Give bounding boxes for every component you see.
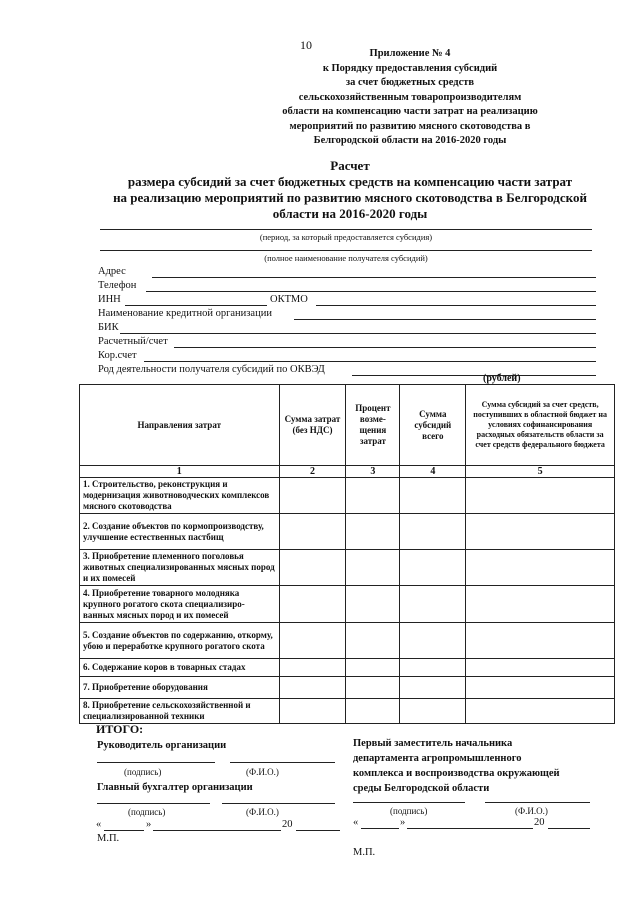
appendix-line: Белгородской области на 2016-2020 годы — [313, 135, 507, 146]
bik-label: БИК — [98, 322, 119, 333]
header-subsidy-total: Сумма субсидий всего — [400, 385, 466, 466]
cell-empty — [400, 586, 466, 623]
okved-line — [352, 375, 596, 376]
cell-empty — [346, 677, 400, 699]
cell-empty — [466, 677, 615, 699]
cell-empty — [400, 514, 466, 550]
accountant-title: Главный бухгалтер организации — [97, 782, 253, 793]
date-quote-open: « — [96, 819, 102, 830]
cell-empty — [400, 699, 466, 724]
date-year: 20 — [282, 819, 293, 830]
cell-empty — [466, 586, 615, 623]
document-title — [90, 158, 610, 222]
recipient-line — [100, 250, 592, 251]
table-row — [80, 677, 615, 699]
row-label: 3. Приобретение племенного поголовья животных специализированных мясных пород и их помесей — [80, 550, 280, 586]
header-percent: Процент возме-щения затрат — [346, 385, 400, 466]
cell-empty — [279, 659, 346, 677]
recipient-caption: (полное наименование получателя субсидий) — [264, 253, 428, 263]
col-number: 4 — [400, 466, 466, 478]
cell-empty — [346, 478, 400, 514]
table-row — [80, 550, 615, 586]
appendix-line: к Порядку предоставления субсидий — [322, 62, 498, 74]
inn-label: ИНН — [98, 294, 121, 305]
address-label: Адрес — [98, 266, 126, 277]
cell-empty — [400, 550, 466, 586]
accountant-fio-line — [222, 803, 335, 804]
cell-empty — [279, 623, 346, 659]
deputy-line: департамента агропромышленного — [353, 753, 522, 764]
cell-empty — [400, 659, 466, 677]
table-row — [80, 478, 615, 514]
accountant-signature-line — [97, 803, 210, 804]
period-line — [100, 229, 592, 230]
deputy-line: Первый заместитель начальника — [353, 738, 513, 749]
date-year: 20 — [534, 817, 545, 828]
date-day-line — [361, 828, 399, 829]
stamp-right: М.П. — [353, 847, 376, 858]
stamp-left: М.П. — [97, 833, 120, 844]
date-month-line — [407, 828, 533, 829]
row-label: 2. Создание объектов по кормопроизводству, улучшение естественных пастбищ — [80, 514, 280, 550]
oktmo-line — [316, 305, 596, 306]
address-line — [152, 277, 596, 278]
deputy-fio-line — [485, 802, 590, 803]
row-label: 5. Создание объектов по содержанию, откорму, убою и переработке крупного рогатого скота — [80, 623, 280, 659]
header-direction: Направления затрат — [80, 385, 280, 466]
header-federal: Сумма субсидий за счет средств, поступивших в областной бюджет на условиях софинансирования расходных обязательств области за счет средств федерального бюджета — [466, 385, 615, 466]
deputy-line: среды Белгородской области — [353, 783, 490, 794]
cell-empty — [346, 586, 400, 623]
inn-line — [125, 305, 267, 306]
accountant-signature-caption: (подпись) — [128, 807, 166, 817]
head-title: Руководитель организации — [97, 740, 227, 751]
total-label: ИТОГО: — [96, 722, 144, 736]
title-line: области на 2016-2020 годы — [272, 206, 428, 221]
oktmo-label: ОКТМО — [270, 294, 308, 305]
cell-empty — [466, 550, 615, 586]
row-label: 4. Приобретение товарного молодняка крупного рогатого скота специализиро-ванных мясных пород и их помесей — [80, 586, 280, 623]
cell-empty — [279, 514, 346, 550]
cell-empty — [346, 623, 400, 659]
deputy-signature-caption: (подпись) — [390, 806, 428, 816]
cor-account-line — [144, 361, 596, 362]
table-row — [80, 699, 615, 724]
row-label: 6. Содержание коров в товарных стадах — [80, 659, 280, 677]
cell-empty — [279, 586, 346, 623]
appendix-header — [250, 47, 570, 149]
table-row — [80, 623, 615, 659]
date-quote-open: « — [353, 817, 359, 828]
date-month-line — [153, 830, 281, 831]
table-row — [80, 514, 615, 550]
table-row — [80, 659, 615, 677]
bank-label: Наименование кредитной организации — [98, 308, 272, 319]
col-number: 1 — [80, 466, 280, 478]
deputy-signature-line — [353, 802, 465, 803]
appendix-line: Приложение № 4 — [369, 48, 451, 59]
cell-empty — [400, 623, 466, 659]
col-number: 2 — [279, 466, 346, 478]
head-fio-line — [230, 762, 335, 763]
bik-line — [120, 333, 596, 334]
table-number-row — [80, 466, 615, 478]
table-header-row — [80, 385, 615, 466]
cell-empty — [466, 659, 615, 677]
okved-label: Род деятельности получателя субсидий по ОКВЭД — [98, 364, 325, 375]
cell-empty — [400, 677, 466, 699]
units-label: (рублей) — [483, 373, 521, 384]
appendix-line: области на компенсацию части затрат на реализацию — [282, 106, 538, 117]
date-day-line — [104, 830, 144, 831]
head-signature-line — [97, 762, 215, 763]
cell-empty — [346, 699, 400, 724]
cell-empty — [346, 550, 400, 586]
cell-empty — [279, 478, 346, 514]
table-row — [80, 586, 615, 623]
period-caption: (период, за который предоставляется субсидия) — [259, 232, 433, 242]
date-quote-close: » — [400, 817, 406, 828]
date-year-line — [548, 828, 590, 829]
cell-empty — [279, 699, 346, 724]
date-quote-close: » — [146, 819, 152, 830]
page-number: 10 — [300, 38, 312, 52]
cell-empty — [346, 514, 400, 550]
appendix-line: за счет бюджетных средств — [345, 77, 475, 88]
phone-label: Телефон — [98, 280, 137, 291]
col-number: 5 — [466, 466, 615, 478]
deputy-title — [353, 736, 560, 796]
appendix-line: мероприятий по развитию мясного скотоводства в — [289, 120, 531, 132]
cell-empty — [279, 677, 346, 699]
title-line: на реализацию мероприятий по развитию мясного скотоводства в Белгородской — [113, 190, 587, 205]
cor-account-label: Кор.счет — [98, 350, 137, 361]
cell-empty — [466, 623, 615, 659]
title-line: размера субсидий за счет бюджетных средств на компенсацию части затрат — [127, 174, 573, 189]
cell-empty — [466, 478, 615, 514]
row-label: 8. Приобретение сельскохозяйственной и специализированной техники — [80, 699, 280, 724]
deputy-fio-caption: (Ф.И.О.) — [515, 806, 548, 816]
cell-empty — [346, 659, 400, 677]
title-line: Расчет — [330, 158, 370, 173]
appendix-line: сельскохозяйственным товаропроизводителям — [298, 91, 522, 103]
cell-empty — [400, 478, 466, 514]
col-number: 3 — [346, 466, 400, 478]
subsidy-table — [79, 384, 615, 724]
accountant-fio-caption: (Ф.И.О.) — [246, 807, 279, 817]
row-label: 1. Строительство, реконструкция и модернизация животноводческих комплексов мясного скотоводства — [80, 478, 280, 514]
cell-empty — [466, 514, 615, 550]
cell-empty — [279, 550, 346, 586]
deputy-line: комплекса и воспроизводства окружающей — [353, 768, 560, 779]
bank-line — [294, 319, 596, 320]
header-cost: Сумма затрат (без НДС) — [279, 385, 346, 466]
phone-line — [146, 291, 596, 292]
cell-empty — [466, 699, 615, 724]
head-fio-caption: (Ф.И.О.) — [246, 767, 279, 777]
date-year-line — [296, 830, 340, 831]
row-label: 7. Приобретение оборудования — [80, 677, 280, 699]
head-signature-caption: (подпись) — [124, 767, 162, 777]
account-label: Расчетный/счет — [98, 336, 168, 347]
account-line — [174, 347, 596, 348]
